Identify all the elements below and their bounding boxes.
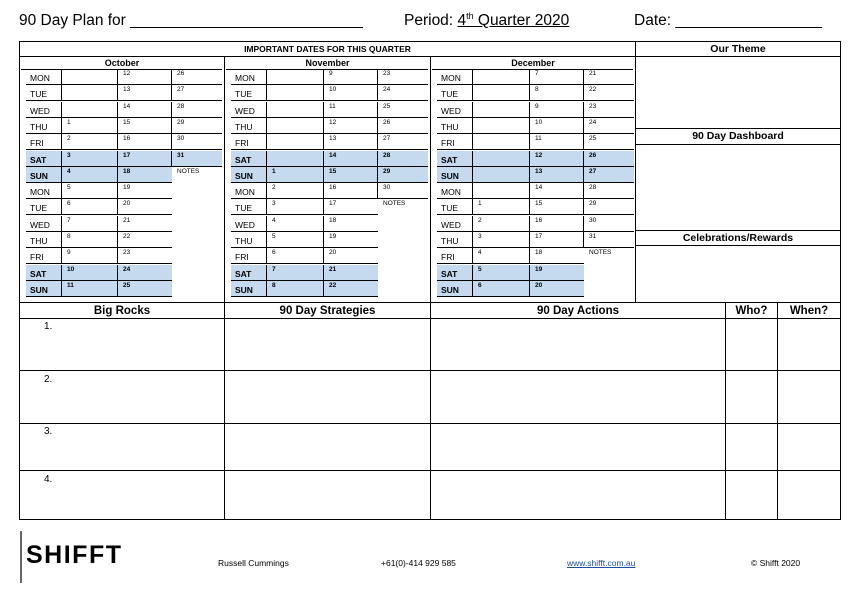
calendar-date: 31 (177, 151, 185, 159)
calendar-row (26, 216, 172, 232)
calendar-date: 31 (589, 233, 597, 240)
plan-for-text: 90 Day Plan for (19, 12, 126, 29)
calendar-row (26, 248, 172, 264)
calendar-date: 30 (383, 184, 391, 192)
calendar-row (231, 102, 428, 118)
calendar-day-name: MON (437, 183, 473, 199)
calendar-day-name: THU (437, 118, 473, 134)
calendar-row (26, 118, 222, 134)
calendar-row (26, 151, 222, 167)
calendar-row (437, 265, 584, 281)
notes-label: NOTES (177, 167, 200, 175)
period-quarter-number: 4 (457, 12, 467, 29)
calendar-day-name: SUN (231, 281, 267, 297)
calendar-date: 14 (530, 183, 584, 199)
calendar-row (437, 183, 634, 199)
calendar-row (437, 167, 634, 183)
calendar-day-name: SUN (26, 167, 62, 183)
calendar-date: 5 (267, 232, 324, 248)
period-quarter-suffix: th (466, 10, 474, 21)
calendar-row (26, 134, 222, 150)
period-value (457, 12, 569, 29)
calendar-date (473, 151, 530, 167)
calendar-date (473, 167, 530, 183)
calendar-row (437, 102, 634, 118)
calendar-date: 9 (62, 248, 118, 264)
calendar-day-name: TUE (437, 85, 473, 101)
calendar-date: 13 (118, 85, 172, 101)
calendar-date: 28 (589, 184, 597, 192)
calendar-row (231, 183, 428, 199)
calendar-date: 18 (535, 249, 543, 257)
calendar-date (473, 183, 530, 199)
period-label (404, 12, 569, 30)
calendar-date (473, 102, 530, 118)
calendar-row (437, 118, 634, 134)
calendar-date: 1 (473, 199, 530, 215)
calendar-row (26, 69, 222, 85)
calendar-day-name: FRI (231, 134, 267, 150)
calendar-date: 21 (123, 216, 131, 224)
big-rock-number: 1. (44, 321, 53, 332)
who-header: Who? (735, 305, 768, 317)
calendar-row (437, 216, 634, 232)
calendar-day-name: FRI (437, 248, 473, 264)
calendar-date: 9 (530, 102, 584, 118)
calendar-date: 12 (118, 69, 172, 85)
calendar-row (437, 199, 634, 215)
calendar-date (62, 69, 118, 85)
calendar-day-name: SUN (26, 281, 62, 297)
calendar-day-name: MON (231, 69, 267, 85)
calendar-day-name: FRI (26, 134, 62, 150)
calendar-date: 7 (267, 265, 324, 281)
calendar-row (26, 167, 172, 183)
plan-for-label (19, 12, 363, 30)
calendar-date: 13 (530, 167, 584, 183)
calendar-title: IMPORTANT DATES FOR THIS QUARTER (244, 44, 411, 54)
calendar-date: 2 (62, 134, 118, 150)
calendar-day-name: WED (437, 102, 473, 118)
calendar-row (231, 118, 428, 134)
calendar-row (231, 281, 378, 297)
calendar-date: 1 (267, 167, 324, 183)
calendar-date: 13 (324, 134, 378, 150)
calendar-date: 21 (329, 265, 337, 273)
big-rock-number: 4. (44, 474, 53, 485)
footer-phone: +61(0)-414 929 585 (381, 558, 456, 568)
calendar-date: 4 (473, 248, 530, 264)
calendar-date: 6 (267, 248, 324, 264)
calendar-date: 22 (589, 86, 597, 94)
date-text: Date: (634, 12, 672, 29)
calendar-day-name: TUE (437, 199, 473, 215)
calendar-day-name: THU (231, 118, 267, 134)
calendar-date: 16 (118, 134, 172, 150)
calendar-date: 26 (177, 70, 185, 77)
calendar-date: 8 (267, 281, 324, 297)
calendar-day-name: SUN (437, 281, 473, 297)
calendar-date: 20 (535, 281, 543, 289)
calendar-row (231, 134, 428, 150)
calendar-date: 19 (535, 265, 543, 273)
calendar-date (473, 118, 530, 134)
shifft-logo: SHIFFT (26, 541, 123, 569)
calendar-date: 11 (530, 134, 584, 150)
calendar-date: 15 (324, 167, 378, 183)
when-header: When? (789, 305, 829, 317)
our-theme-box[interactable] (636, 57, 840, 128)
calendar-day-name: SAT (231, 151, 267, 167)
calendar-row (437, 134, 634, 150)
calendar-date: 18 (329, 216, 337, 224)
calendar-date: 6 (62, 199, 118, 215)
calendar-day-name: TUE (231, 199, 267, 215)
calendar-day-name: MON (231, 183, 267, 199)
calendar-date: 12 (530, 151, 584, 167)
calendar-day-name: WED (26, 102, 62, 118)
calendar-date: 17 (329, 200, 337, 208)
calendar-day-name: TUE (26, 85, 62, 101)
calendar-date (473, 134, 530, 150)
big-rock-number: 3. (44, 426, 53, 437)
calendar-day-name: WED (26, 216, 62, 232)
calendar-date: 16 (324, 183, 378, 199)
calendar-date: 2 (473, 216, 530, 232)
calendar-date: 3 (62, 151, 118, 167)
calendar-row (231, 248, 378, 264)
celebrations-title: Celebrations/Rewards (682, 232, 794, 244)
calendar-row (231, 151, 428, 167)
our-theme-title: Our Theme (710, 43, 766, 55)
calendar-row (231, 85, 428, 101)
calendar-row (26, 199, 172, 215)
calendar-date: 4 (267, 216, 324, 232)
calendar-date (267, 118, 324, 134)
calendar-date: 24 (123, 265, 131, 273)
calendar-date: 14 (118, 102, 172, 118)
calendar-day-name: SAT (26, 151, 62, 167)
calendar-date: 8 (62, 232, 118, 248)
calendar-date: 4 (62, 167, 118, 183)
calendar-date (267, 85, 324, 101)
calendar-date: 23 (589, 102, 597, 110)
month-title: December (511, 58, 555, 68)
calendar-date: 3 (267, 199, 324, 215)
calendar-date: 7 (62, 216, 118, 232)
calendar-date: 19 (123, 184, 131, 192)
calendar-date: 12 (324, 118, 378, 134)
calendar-date: 29 (177, 118, 185, 126)
calendar-date: 22 (329, 281, 337, 289)
calendar-row (26, 265, 172, 281)
calendar-row (26, 183, 172, 199)
month-title: October (104, 58, 140, 68)
calendar-date (473, 85, 530, 101)
calendar-day-name: THU (26, 118, 62, 134)
footer-copyright: © Shifft 2020 (751, 558, 801, 568)
calendar-date: 3 (473, 232, 530, 248)
calendar-date: 25 (383, 102, 391, 110)
calendar-date: 7 (530, 69, 584, 85)
dashboard-box[interactable] (636, 145, 840, 230)
date-blank[interactable]: _________________ (675, 12, 822, 29)
calendar-date: 29 (383, 167, 391, 175)
calendar-date: 25 (589, 135, 597, 143)
calendar-date: 10 (62, 265, 118, 281)
calendar-date: 20 (329, 249, 337, 257)
footer-name: Russell Cummings (218, 558, 289, 568)
calendar-date (267, 102, 324, 118)
calendar-day-name: WED (231, 102, 267, 118)
calendar-day-name: WED (231, 216, 267, 232)
calendar-date: 10 (324, 85, 378, 101)
calendar-row (231, 265, 378, 281)
calendar-date: 15 (530, 199, 584, 215)
calendar-day-name: THU (26, 232, 62, 248)
calendar-date: 18 (123, 167, 131, 175)
footer-website-link[interactable]: www.shifft.com.au (567, 558, 636, 568)
calendar-day-name: MON (26, 69, 62, 85)
plan-for-blank[interactable]: ___________________________ (130, 12, 363, 29)
calendar-day-name: SAT (231, 265, 267, 281)
calendar-date: 16 (530, 216, 584, 232)
calendar-date: 21 (589, 70, 597, 77)
calendar-date: 17 (118, 151, 172, 167)
calendar-date: 23 (383, 70, 391, 77)
calendar-row (231, 232, 378, 248)
celebrations-box[interactable] (636, 246, 840, 302)
calendar-date: 28 (383, 151, 391, 159)
date-label (634, 12, 822, 30)
calendar-date: 5 (473, 265, 530, 281)
calendar-date (267, 69, 324, 85)
calendar-date: 19 (329, 233, 337, 240)
big-rock-number: 2. (44, 374, 53, 385)
calendar-day-name: SUN (231, 167, 267, 183)
calendar-date: 10 (530, 118, 584, 134)
calendar-day-name: TUE (26, 199, 62, 215)
calendar-day-name: MON (437, 69, 473, 85)
calendar-row (231, 199, 378, 215)
calendar-date: 1 (62, 118, 118, 134)
calendar-date: 23 (123, 249, 131, 257)
calendar-date (473, 69, 530, 85)
notes-label: NOTES (383, 200, 406, 208)
calendar-date: 30 (177, 135, 185, 143)
period-quarter-rest: Quarter 2020 (473, 12, 570, 29)
calendar-date: 27 (383, 135, 391, 143)
calendar-date: 17 (530, 232, 584, 248)
calendar-row (231, 216, 378, 232)
notes-label: NOTES (589, 249, 612, 257)
calendar-row (437, 85, 634, 101)
calendar-row (437, 151, 634, 167)
calendar-date: 24 (383, 86, 391, 94)
calendar-date: 22 (123, 233, 131, 240)
calendar-date: 27 (177, 86, 185, 94)
calendar-date (62, 102, 118, 118)
calendar-day-name: SAT (437, 151, 473, 167)
calendar-date: 2 (267, 183, 324, 199)
calendar-row (437, 281, 584, 297)
calendar-day-name: MON (26, 183, 62, 199)
calendar-date: 5 (62, 183, 118, 199)
calendar-row (437, 232, 634, 248)
calendar-row (26, 102, 222, 118)
month-title: November (305, 58, 350, 68)
calendar-date: 27 (589, 167, 597, 175)
calendar-day-name: FRI (26, 248, 62, 264)
calendar-date (62, 85, 118, 101)
calendar-date: 6 (473, 281, 530, 297)
calendar-date: 9 (324, 69, 378, 85)
calendar-day-name: WED (437, 216, 473, 232)
calendar-row (26, 232, 172, 248)
calendar-date (267, 151, 324, 167)
calendar-date: 20 (123, 200, 131, 208)
calendar-row (231, 69, 428, 85)
calendar-date: 30 (589, 216, 597, 224)
calendar-row (26, 281, 172, 297)
calendar-date: 11 (62, 281, 118, 297)
calendar-day-name: THU (437, 232, 473, 248)
strategies-header: 90 Day Strategies (279, 305, 376, 317)
actions-header: 90 Day Actions (536, 305, 620, 317)
calendar-date: 8 (530, 85, 584, 101)
calendar-row (437, 69, 634, 85)
calendar-date: 11 (324, 102, 378, 118)
calendar-day-name: SAT (437, 265, 473, 281)
dashboard-title: 90 Day Dashboard (692, 130, 784, 142)
calendar-row (231, 167, 428, 183)
calendar-date (267, 134, 324, 150)
calendar-day-name: FRI (437, 134, 473, 150)
big-rocks-header: Big Rocks (93, 305, 151, 317)
calendar-row (437, 248, 584, 264)
calendar-date: 29 (589, 200, 597, 208)
calendar-date: 24 (589, 118, 597, 126)
calendar-day-name: SAT (26, 265, 62, 281)
calendar-day-name: SUN (437, 167, 473, 183)
calendar-date: 28 (177, 102, 185, 110)
calendar-date: 15 (118, 118, 172, 134)
calendar-date: 26 (383, 118, 391, 126)
period-text: Period: (404, 12, 454, 29)
calendar-date: 25 (123, 281, 131, 289)
calendar-date: 14 (324, 151, 378, 167)
calendar-date: 26 (589, 151, 597, 159)
calendar-row (26, 85, 222, 101)
calendar-day-name: THU (231, 232, 267, 248)
footer-accent-bar (20, 531, 22, 583)
calendar-day-name: FRI (231, 248, 267, 264)
calendar-day-name: TUE (231, 85, 267, 101)
